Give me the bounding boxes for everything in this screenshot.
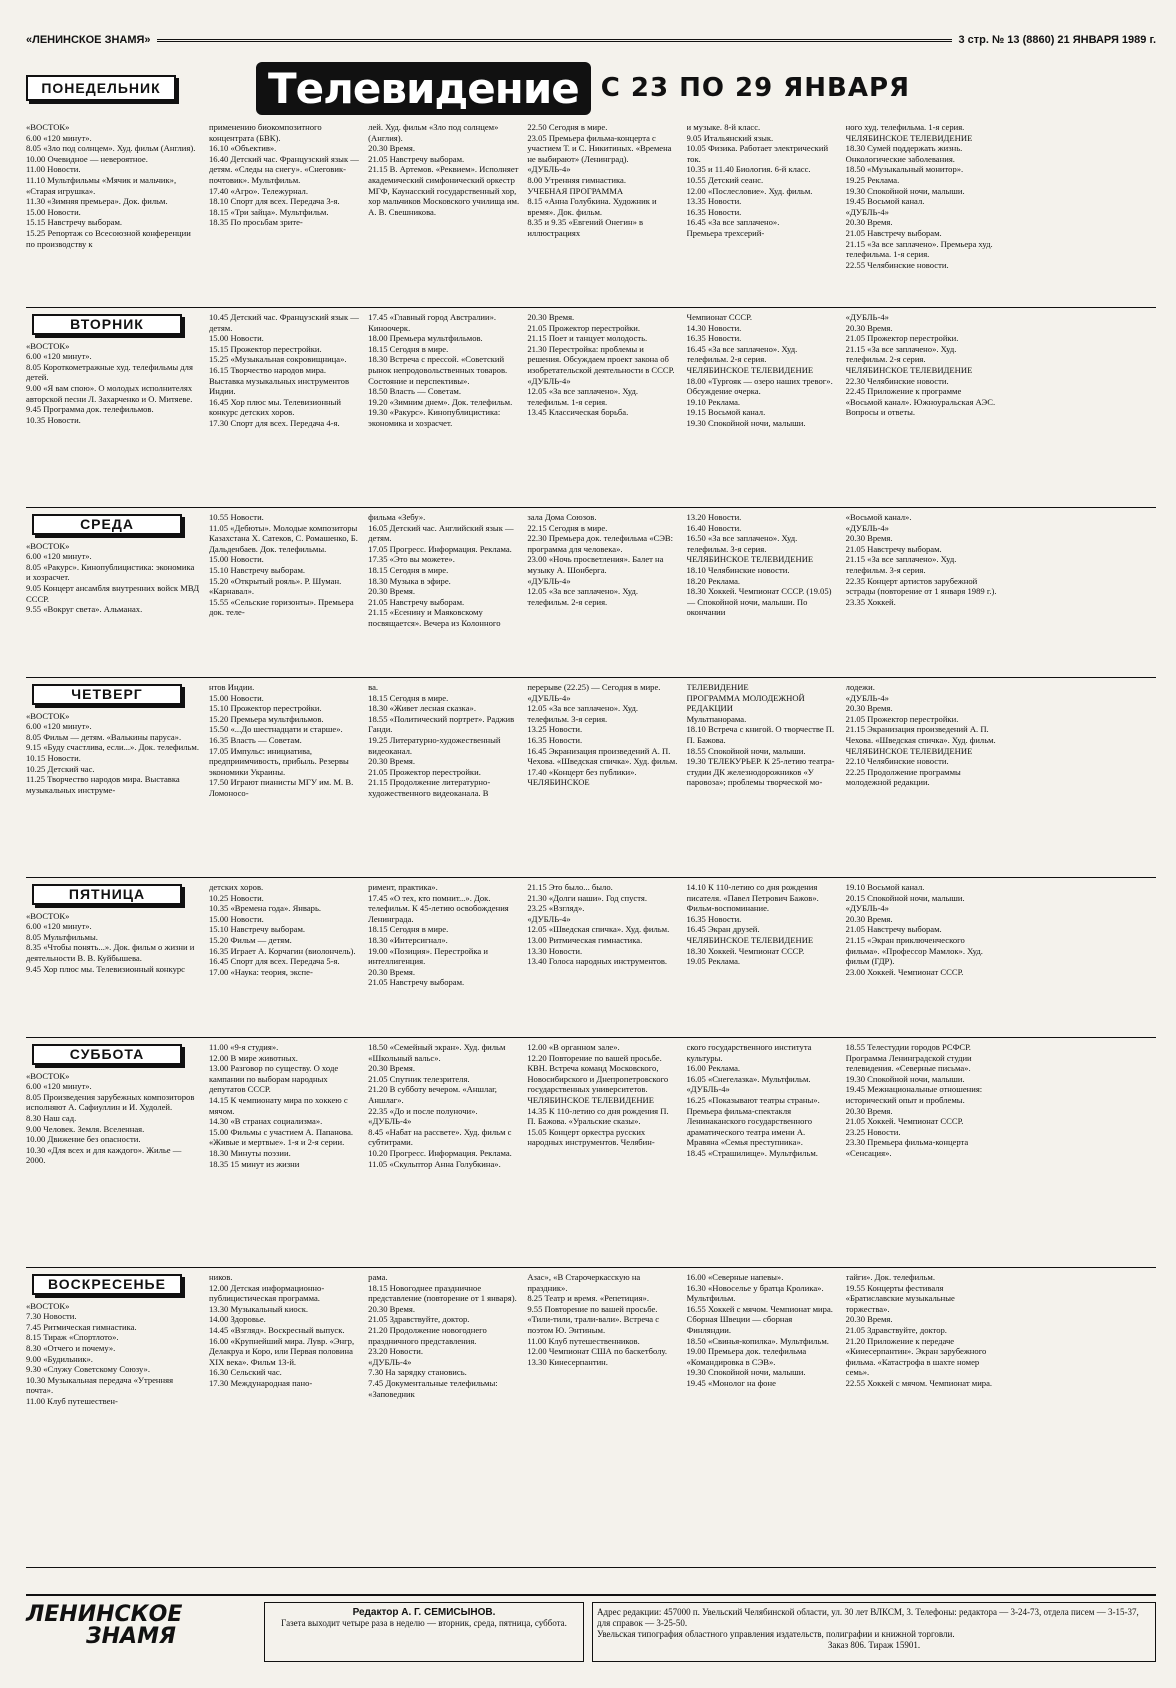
program-listing: 10.45 Детский час. Французский язык — детям. 15.00 Новости. 15.15 Прожектор перестройки. 15.25 «Музыкальная сокровищница». 16.15 Творчество народов мира. Выставка музыкальных инструментов Индии. 16.45 Хор плюс мы. Телевизионный конкурс детских хоров. 17.30 Спорт для всех. Передача 4-я.	[209, 312, 359, 428]
schedule-column	[368, 122, 519, 304]
day-row-3	[26, 678, 1156, 878]
program-listing: зала Дома Союзов. 22.15 Сегодня в мире. 22.30 Премьера док. телефильма «СЭВ: программа для человека». 23.00 «Ночь просветления». Балет на музыку А. Шонберга. «ДУБЛЬ-4» 12.05 «За все заплачено». Худ. телефильм. 2-я серия.	[527, 512, 674, 607]
program-listing: «ВОСТОК» 6.00 «120 минут». 8.05 «Ракурс». Кинопублицистика: экономика и хозрасчет. 9.05 Концерт ансамбля внутренних войск МВД СССР. 9.55 «Вокруг света». Альманах.	[26, 540, 200, 615]
schedule-column	[846, 122, 997, 304]
address-box	[592, 1602, 1156, 1662]
program-listing: тайги». Док. телефильм. 19.55 Концерты фестиваля «Братиславские музыкальные торжества». 20.30 Время. 21.05 Здравствуйте, доктор. 21.20 Приложение к передаче «Кинесерпантин». Экран зарубежного фильма. «Катастрофа в шахте номер семь». 22.55 Хоккей с мячом. Чемпионат мира.	[845, 1272, 993, 1388]
day-label: ВТОРНИК	[32, 314, 182, 335]
schedule-column	[527, 882, 678, 1034]
schedule-column	[846, 682, 997, 874]
schedule-column	[527, 682, 678, 874]
publication-schedule: Газета выходит четыре раза в неделю — вторник, среда, пятница, суббота.	[281, 1618, 567, 1628]
schedule-column	[846, 1272, 997, 1564]
printer-text: Увельская типография областного управления издательств, полиграфии и книжной торговли.	[597, 1629, 955, 1639]
day-row-0	[26, 118, 1156, 308]
schedule-column	[687, 1272, 838, 1564]
program-listing: применению биокомпозитного концентрата (БВК). 16.10 «Объектив». 16.40 Детский час. Французский язык — детям. «Следы на снегу». «Снеговик-почтовик». Мультфильм. 17.40 «Агро». Тележурнал. 18.10 Спорт для всех. Передача 3-я. 18.15 «Три зайца». Мультфильм. 18.35 По просьбам зрите-	[209, 122, 359, 228]
program-listing: «ВОСТОК» 6.00 «120 минут». 8.05 Мультфильмы. 8.35 «Чтобы понять...». Док. фильм о жизни и деятельности В. В. Куйбышева. 9.45 Хор плюс мы. Телевизионный конкурс	[26, 910, 195, 974]
schedule-column	[368, 1042, 519, 1264]
program-listing: Чемпионат СССР. 14.30 Новости. 16.35 Новости. 16.45 «За все заплачено». Худ. телефильм. 2-я серия. ЧЕЛЯБИНСКОЕ ТЕЛЕВИДЕНИЕ 18.00 «Тургояк — озеро наших тревог». Обсуждение очерка. 19.10 Реклама. 19.15 Восьмой канал. 19.30 Спокойной ночи, малыши.	[686, 312, 833, 428]
program-listing: фильма «Зебу». 16.05 Детский час. Английский язык — детям. 17.05 Прогресс. Информация. Реклама. 17.35 «Это вы можете». 18.15 Сегодня в мире. 18.30 Музыка в эфире. 20.30 Время. 21.05 Навстречу выборам. 21.15 «Есенину и Маяковскому посвящается». Вечера из Колонного	[368, 512, 514, 628]
program-listing: 18.50 «Семейный экран». Худ. фильм «Школьный вальс». 20.30 Время. 21.05 Спутник телезрителя. 21.20 В субботу вечером. «Аншлаг, Аншлаг». 22.35 «До и после полуночи». «ДУБЛЬ-4» 8.45 «Набат на рассвете». Худ. фильм с субтитрами. 10.20 Прогресс. Информация. Реклама. 11.05 «Скульптор Анна Голубкина».	[368, 1042, 512, 1169]
program-listing: 17.45 «Главный город Австралии». Киноочерк. 18.00 Премьера мультфильмов. 18.15 Сегодня в мире. 18.30 Встреча с прессой. «Советский рынок непродовольственных товаров. Состояние и перспективы». 18.50 Власть — Советам. 19.20 «Зимним днем». Док. телефильм. 19.30 «Ракурс». Кинопублицистика: экономика и хозрасчет.	[368, 312, 513, 428]
schedule-column	[527, 1272, 678, 1564]
schedule-column	[368, 312, 519, 504]
newspaper-name: «ЛЕНИНСКОЕ ЗНАМЯ»	[26, 34, 151, 46]
program-listing: 19.10 Восьмой канал. 20.15 Спокойной ночи, малыши. «ДУБЛЬ-4» 20.30 Время. 21.05 Навстречу выборам. 21.15 «Экран приключенческого фильма». «Профессор Мамлок». Худ. фильм (ГДР). 23.00 Хоккей. Чемпионат СССР.	[845, 882, 983, 977]
program-listing: Азас», «В Старочеркасскую на праздник». 8.25 Театр и время. «Репетиция». 9.55 Повторение по вашей просьбе. «Тили-тили, трали-вали». Встреча с поэтом Ю. Энтиным. 11.00 Клуб путешественников. 12.00 Чемпионат США по баскетболу. 13.30 Кинесерпантин.	[527, 1272, 668, 1367]
program-listing: 11.00 «9-я студия». 12.00 В мире животных. 13.00 Разговор по существу. О ходе кампании по выборам народных депутатов СССР. 14.15 К чемпионату мира по хоккею с мячом. 14.30 «В странах социализма». 15.00 Фильмы с участием А. Папанова. «Живые и мертвые». 1-я и 2-я серии. 18.30 Минуты поэзии. 18.35 15 минут из жизни	[209, 1042, 354, 1169]
schedule-column	[846, 1042, 997, 1264]
schedule-column	[846, 882, 997, 1034]
program-listing: «Восьмой канал». «ДУБЛЬ-4» 20.30 Время. 21.05 Навстречу выборам. 21.15 «За все заплачено». Худ. телефильм. 3-я серия. 22.35 Концерт артистов зарубежной эстрады (повторение от 1 января 1989 г.). 23.35 Хоккей.	[845, 512, 997, 607]
section-title	[256, 62, 910, 115]
program-listing: перерыве (22.25) — Сегодня в мире. «ДУБЛЬ-4» 12.05 «За все заплачено». Худ. телефильм. 3-я серия. 13.25 Новости. 16.35 Новости. 16.45 Экранизация произведений А. П. Чехова. «Шведская спичка». Худ. фильм. 17.40 «Концерт без публики». ЧЕЛЯБИНСКОЕ	[527, 682, 678, 788]
schedule-column	[368, 882, 519, 1034]
program-listing: ва. 18.15 Сегодня в мире. 18.30 «Живет лесная сказка». 18.55 «Политический портрет». Раджив Ганди. 19.25 Литературно-художественный видеоканал. 20.30 Время. 21.05 Прожектор перестройки. 21.15 Продолжение литературно-художественного видеоканала. В	[368, 682, 515, 798]
day-label: СУББОТА	[32, 1044, 182, 1065]
day-label: СРЕДА	[32, 514, 182, 535]
editor-box	[264, 1602, 584, 1662]
day-column	[26, 312, 201, 504]
program-listing: лодежи. «ДУБЛЬ-4» 20.30 Время. 21.05 Прожектор перестройки. 21.15 Экранизация произведений А. П. Чехова. «Шведская спичка». Худ. фильм. ЧЕЛЯБИНСКОЕ ТЕЛЕВИДЕНИЕ 22.10 Челябинские новости. 22.25 Продолжение программы молодежной редакции.	[845, 682, 996, 788]
program-listing: «ВОСТОК» 6.00 «120 минут». 8.05 Короткометражные худ. телефильмы для детей. 9.00 «Я вам спою». О молодых исполнителях авторской песни Л. Захарченко и О. Митяеве. 9.45 Программа док. телефильмов. 10.35 Новости.	[26, 340, 193, 425]
program-listing: детских хоров. 10.25 Новости. 10.35 «Времена года». Январь. 15.00 Новости. 15.10 Навстречу выборам. 15.20 Фильм — детям. 16.35 Играет А. Корчагин (виолончель). 16.45 Спорт для всех. Передача 5-я. 17.00 «Наука: теория, экспе-	[209, 882, 356, 977]
program-listing: 12.00 «В органном зале». 12.20 Повторение по вашей просьбе. КВН. Встреча команд Московского, Новосибирского и Днепропетровского государственных университетов. ЧЕЛЯБИНСКОЕ ТЕЛЕВИДЕНИЕ 14.35 К 110-летию со дня рождения П. П. Бажова. «Уральские сказы». 15.05 Концерт оркестра русских народных инструментов. Челябин-	[527, 1042, 669, 1148]
schedule-column	[209, 882, 360, 1034]
day-label: ПОНЕДЕЛЬНИК	[26, 75, 176, 101]
program-listing: ТЕЛЕВИДЕНИЕ ПРОГРАММА МОЛОДЕЖНОЙ РЕДАКЦИИ Мультпанорама. 18.10 Встреча с книгой. О творчестве П. П. Бажова. 18.55 Спокойной ночи, малыши. 19.30 ТЕЛЕКУРЬЕР. К 25-летию театра-студии ДК железнодорожников «У паровоза»; проблемы творческой мо-	[686, 682, 835, 788]
program-listing: 22.50 Сегодня в мире. 23.05 Премьера фильма-концерта с участием Т. и С. Никитиных. «Времена не выбирают» (Ленинград). «ДУБЛЬ-4» 8.00 Утренняя гимнастика. УЧЕБНАЯ ПРОГРАММА 8.15 «Анна Голубкина. Художник и время». Док. фильм. 8.35 и 9.35 «Евгений Онегин» в иллюстрациях	[527, 122, 672, 238]
title-bar	[26, 58, 1156, 118]
program-listing: «ДУБЛЬ-4» 20.30 Время. 21.05 Прожектор перестройки. 21.15 «За все заплачено». Худ. телефильм. 2-я серия. ЧЕЛЯБИНСКОЕ ТЕЛЕВИДЕНИЕ 22.30 Челябинские новости. 22.45 Приложение к программе «Восьмой канал». Южноуральская АЭС. Вопросы и ответы.	[845, 312, 996, 418]
schedule-column	[687, 882, 838, 1034]
program-listing: нтов Индии. 15.00 Новости. 15.10 Прожектор перестройки. 15.20 Премьера мультфильмов. 15.50 «...До шестнадцати и старше». 16.35 Власть — Советам. 17.05 Импульс: инициатива, предприимчивость, прибыль. Резервы экономики Украины. 17.50 Играют пианисты МГУ им. М. В. Ломоносо-	[209, 682, 354, 798]
schedule-column	[687, 122, 838, 304]
day-row-1	[26, 308, 1156, 508]
schedule-column	[368, 1272, 519, 1564]
schedule-column	[209, 512, 360, 674]
day-column	[26, 512, 201, 674]
program-listing: и музыке. 8-й класс. 9.05 Итальянский язык. 10.05 Физика. Работает электрический ток. 10.35 и 11.40 Биология. 6-й класс. 10.55 Детский сеанс. 12.00 «Послесловие». Худ. фильм. 13.35 Новости. 16.35 Новости. 16.45 «За все заплачено». Премьера трехсерий-	[686, 122, 829, 238]
logo-line-1: ЛЕНИНСКОЕ	[26, 1602, 183, 1627]
program-listing: «ВОСТОК» 6.00 «120 минут». 8.05 «Зло под солнцем». Худ. фильм (Англия). 10.00 Очевидное — невероятное. 11.00 Новости. 11.10 Мультфильмы «Мячик и мальчик», «Старая игрушка». 11.30 «Зимняя премьера». Док. фильм. 15.00 Новости. 15.15 Навстречу выборам. 15.25 Репортаж со Всесоюзной конференции по производству к	[26, 122, 196, 249]
schedule-column	[527, 512, 678, 674]
day-column	[26, 882, 201, 1034]
schedule-column	[527, 122, 678, 304]
schedule-column	[209, 312, 360, 504]
tv-schedule	[26, 118, 1156, 1568]
day-label: ПЯТНИЦА	[32, 884, 182, 905]
program-listing: ского государственного института культуры. 16.00 Реклама. 16.05 «Снегелазка». Мультфильм. «ДУБЛЬ-4» 16.25 «Показывают театры страны». Премьера фильма-спектакля Ленинаканского государственного драматического театра имени А. Мравяна «Семья преступника». 18.45 «Страшилище». Мультфильм.	[686, 1042, 820, 1158]
day-row-5	[26, 1038, 1156, 1268]
program-listing: 13.20 Новости. 16.40 Новости. 16.50 «За все заплачено». Худ. телефильм. 3-я серия. ЧЕЛЯБИНСКОЕ ТЕЛЕВИДЕНИЕ 18.10 Челябинские новости. 18.20 Реклама. 18.30 Хоккей. Чемпионат СССР. (19.05) — Спокойной ночи, малыши. По окончании	[686, 512, 832, 618]
address-text: Адрес редакции: 457000 п. Увельский Челябинской области, ул. 30 лет ВЛКСМ, 3. Телефоны: редактора — 3-24-73, отдела писем — 3-15-37, для справок — 3-25-50.	[597, 1607, 1139, 1628]
program-listing: 16.00 «Северные напевы». 16.30 «Новоселье у братца Кролика». Мультфильм. 16.55 Хоккей с мячом. Чемпионат мира. Сборная Швеции — сборная Финляндии. 18.50 «Свинья-копилка». Мультфильм. 19.00 Премьера док. телефильма «Командировка в СЭВ». 19.30 Спокойной ночи, малыши. 19.45 «Монолог на фоне	[686, 1272, 833, 1388]
program-listing: ников. 12.00 Детская информационно-публицистическая программа. 13.30 Музыкальный киоск. 14.00 Здоровье. 14.45 «Взгляд». Воскресный выпуск. 16.00 «Крупнейший мира. Лувр. «Энгр, Делакруа и Коро, или Первая половина XIX века». Фильм 13-й. 16.30 Сельский час. 17.30 Международная пано-	[209, 1272, 355, 1388]
program-listing: «ВОСТОК» 6.00 «120 минут». 8.05 Фильм — детям. «Валькины паруса». 9.15 «Буду счастлива, если...». Док. телефильм. 10.15 Новости. 10.25 Детский час. 11.25 Творчество народов мира. Выставка музыкальных инструме-	[26, 710, 199, 795]
schedule-column	[527, 1042, 678, 1264]
editor-name: Редактор А. Г. СЕМИСЫНОВ.	[352, 1607, 496, 1618]
program-listing: ного худ. телефильма. 1-я серия. ЧЕЛЯБИНСКОЕ ТЕЛЕВИДЕНИЕ 18.30 Сумей поддержать жизнь. Онкологические заболевания. 18.50 «Музыкальный монитор». 19.25 Реклама. 19.30 Спокойной ночи, малыши. 19.45 Восьмой канал. «ДУБЛЬ-4» 20.30 Время. 21.05 Навстречу выборам. 21.15 «За все заплачено». Премьера худ. телефильма. 1-я серия. 22.55 Челябинские новости.	[845, 122, 993, 270]
program-listing: 10.55 Новости. 11.05 «Дебюты». Молодые композиторы Казахстана Х. Сатеков, С. Ромашенко, Б. Дальденбаев. Док. телефильмы. 15.00 Новости. 15.10 Навстречу выборам. 15.20 «Открытый рояль». Р. Шуман. «Карнавал». 15.55 «Сельские горизонты». Премьера док. теле-	[209, 512, 358, 618]
schedule-column	[209, 1042, 360, 1264]
schedule-column	[687, 312, 838, 504]
day-column	[26, 682, 201, 874]
day-column	[26, 122, 201, 304]
program-listing: «ВОСТОК» 7.30 Новости. 7.45 Ритмическая гимнастика. 8.15 Тираж «Спортлото». 8.30 «Отчего и почему». 9.00 «Будильник». 9.30 «Служу Советскому Союзу». 10.30 Музыкальная передача «Утренняя почта». 11.00 Клуб путешествен-	[26, 1300, 174, 1406]
schedule-column	[687, 682, 838, 874]
day-label: ЧЕТВЕРГ	[32, 684, 182, 705]
schedule-column	[687, 1042, 838, 1264]
title-text: Телевидение	[256, 62, 591, 115]
schedule-column	[846, 312, 997, 504]
schedule-column	[209, 122, 360, 304]
program-listing: 21.15 Это было... было. 21.30 «Долги наши». Год спустя. 23.25 «Взгляд». «ДУБЛЬ-4» 12.05 «Шведская спичка». Худ. фильм. 13.00 Ритмическая гимнастика. 13.30 Новости. 13.40 Голоса народных инструментов.	[527, 882, 670, 967]
day-column	[26, 1042, 201, 1264]
newspaper-logo	[26, 1596, 256, 1668]
page-header	[26, 30, 1156, 50]
schedule-column	[209, 1272, 360, 1564]
day-column	[26, 1272, 201, 1564]
program-listing: римент, практика». 17.45 «О тех, кто помнит...». Док. телефильм. К 45-летию освобождения Ленинграда. 18.15 Сегодня в мире. 18.30 «Интерсигнал». 19.00 «Позиция». Перестройка и интеллигенция. 20.30 Время. 21.05 Навстречу выборам.	[368, 882, 509, 988]
day-row-2	[26, 508, 1156, 678]
footer	[26, 1594, 1156, 1668]
schedule-column	[209, 682, 360, 874]
header-rule	[157, 39, 953, 42]
program-listing: «ВОСТОК» 6.00 «120 минут». 8.05 Произведения зарубежных композиторов исполняют А. Сафиуллин и И. Худолей. 8.30 Наш сад. 9.00 Человек. Земля. Вселенная. 10.00 Движение без опасности. 10.30 «Для всех и для каждого». Жилье — 2000.	[26, 1070, 195, 1166]
schedule-column	[368, 682, 519, 874]
day-label: ВОСКРЕСЕНЬЕ	[32, 1274, 182, 1295]
program-listing: 18.55 Телестудии городов РСФСР. Программа Ленинградской студии телевидения. «Северные письма». 19.30 Спокойной ночи, малыши. 19.45 Межнациональные отношения: исторический опыт и проблемы. 20.30 Время. 21.05 Хоккей. Чемпионат СССР. 23.25 Новости. 23.30 Премьера фильма-концерта «Сенсация».	[845, 1042, 983, 1158]
logo-line-2: ЗНАМЯ	[86, 1624, 176, 1649]
date-range: С 23 ПО 29 ЯНВАРЯ	[600, 73, 911, 103]
issue-info: 3 стр. № 13 (8860) 21 ЯНВАРЯ 1989 г.	[958, 34, 1156, 46]
order-text: Заказ 806. Тираж 15901.	[827, 1640, 921, 1650]
program-listing: рама. 18.15 Новогоднее праздничное представление (повторение от 1 января). 20.30 Время. 21.05 Здравствуйте, доктор. 21.20 Продолжение новогоднего праздничного представления. 23.20 Новости. «ДУБЛЬ-4» 7.30 На зарядку становись. 7.45 Документальные телефильмы: «Заповедник	[368, 1272, 517, 1399]
schedule-column	[527, 312, 678, 504]
schedule-column	[846, 512, 997, 674]
program-listing: 20.30 Время. 21.05 Прожектор перестройки. 21.15 Поет и танцует молодость. 21.30 Перестройка: проблемы и решения. Обсуждаем проект закона об изобретательской деятельности в СССР. «ДУБЛЬ-4» 12.05 «За все заплачено». Худ. телефильм. 1-я серия. 13.45 Классическая борьба.	[527, 312, 675, 418]
schedule-column	[368, 512, 519, 674]
day-row-6	[26, 1268, 1156, 1568]
day-row-4	[26, 878, 1156, 1038]
program-listing: 14.10 К 110-летию со дня рождения писателя. «Павел Петрович Бажов». Фильм-воспоминание. 16.35 Новости. 16.45 Экран друзей. ЧЕЛЯБИНСКОЕ ТЕЛЕВИДЕНИЕ 18.30 Хоккей. Чемпионат СССР. 19.05 Реклама.	[686, 882, 819, 967]
schedule-column	[687, 512, 838, 674]
program-listing: лей. Худ. фильм «Зло под солнцем» (Англия). 20.30 Время. 21.05 Навстречу выборам. 21.15 В. Артемов. «Реквием». Исполняет академический симфонический оркестр МГФ, Каунасский государственный хор, хор мальчиков Московского училища им. А. В. Свешникова.	[368, 122, 520, 217]
